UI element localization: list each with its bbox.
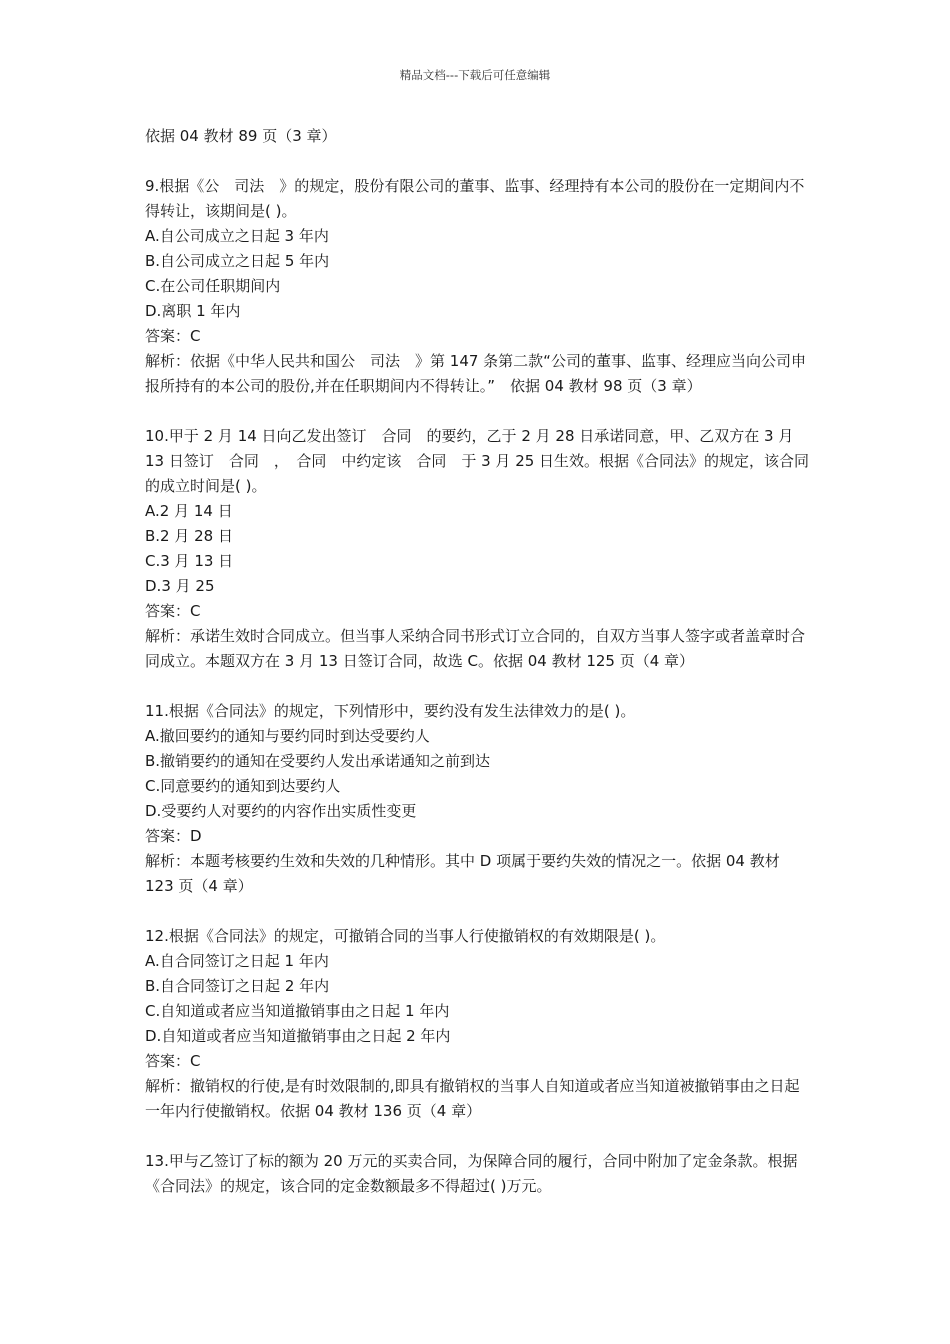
option-b: B.自合同签订之日起 2 年内: [145, 977, 330, 995]
answer: 答案：D: [145, 827, 202, 845]
document-body: [145, 124, 810, 1199]
option-a: A.撤回要约的通知与要约同时到达受要约人: [145, 727, 430, 745]
question-stem: 11.根据《合同法》的规定，下列情形中，要约没有发生法律效力的是( )。: [145, 702, 636, 720]
answer: 答案：C: [145, 602, 201, 620]
option-b: B.2 月 28 日: [145, 527, 233, 545]
option-c: C.3 月 13 日: [145, 552, 234, 570]
option-d: D.3 月 25: [145, 577, 215, 595]
option-d: D.自知道或者应当知道撤销事由之日起 2 年内: [145, 1027, 451, 1045]
intro-reference: 依据 04 教材 89 页（3 章）: [145, 127, 337, 145]
option-a: A.自合同签订之日起 1 年内: [145, 952, 329, 970]
option-c: C.同意要约的通知到达要约人: [145, 777, 341, 795]
option-d: D.受要约人对要约的内容作出实质性变更: [145, 802, 417, 820]
analysis: 解析：依据《中华人民共和国公 司法 》第 147 条第二款“公司的董事、监事、经理应当向公司申报所持有的本公司的股份,并在任职期间内不得转让。” 依据 04 教材 98 页（3 章）: [145, 352, 806, 395]
question-12: [145, 924, 810, 1124]
option-d: D.离职 1 年内: [145, 302, 241, 320]
option-b: B.撤销要约的通知在受要约人发出承诺通知之前到达: [145, 752, 491, 770]
analysis: 解析：撤销权的行使,是有时效限制的,即具有撤销权的当事人自知道或者应当知道被撤销事由之日起一年内行使撤销权。依据 04 教材 136 页（4 章）: [145, 1077, 800, 1120]
page-header: 精品文档---下载后可任意编辑: [399, 68, 551, 82]
question-stem: 10.甲于 2 月 14 日向乙发出签订 合同 的要约，乙于 2 月 28 日承诺同意，甲、乙双方在 3 月 13 日签订 合同 ， 合同 中约定该 合同 于 3 月 25 日生效。根据《合同法》的规定，该合同的成立时间是( )。: [145, 427, 810, 495]
option-b: B.自公司成立之日起 5 年内: [145, 252, 330, 270]
analysis: 解析：本题考核要约生效和失效的几种情形。其中 D 项属于要约失效的情况之一。依据 04 教材 123 页（4 章）: [145, 852, 780, 895]
question-stem: 9.根据《公 司法 》的规定，股份有限公司的董事、监事、经理持有本公司的股份在一定期间内不得转让，该期间是( )。: [145, 177, 805, 220]
option-c: C.在公司任职期间内: [145, 277, 281, 295]
question-11: [145, 699, 810, 899]
answer: 答案：C: [145, 1052, 201, 1070]
question-stem: 13.甲与乙签订了标的额为 20 万元的买卖合同，为保障合同的履行，合同中附加了定金条款。根据《合同法》的规定，该合同的定金数额最多不得超过( )万元。: [145, 1152, 798, 1195]
question-stem: 12.根据《合同法》的规定，可撤销合同的当事人行使撤销权的有效期限是( )。: [145, 927, 666, 945]
analysis: 解析：承诺生效时合同成立。但当事人采纳合同书形式订立合同的，自双方当事人签字或者盖章时合同成立。本题双方在 3 月 13 日签订合同，故选 C。依据 04 教材 125 页（4 章）: [145, 627, 806, 670]
question-9: [145, 174, 810, 399]
answer: 答案：C: [145, 327, 201, 345]
option-a: A.2 月 14 日: [145, 502, 233, 520]
question-10: [145, 424, 810, 674]
option-c: C.自知道或者应当知道撤销事由之日起 1 年内: [145, 1002, 450, 1020]
option-a: A.自公司成立之日起 3 年内: [145, 227, 329, 245]
question-13: [145, 1149, 810, 1199]
